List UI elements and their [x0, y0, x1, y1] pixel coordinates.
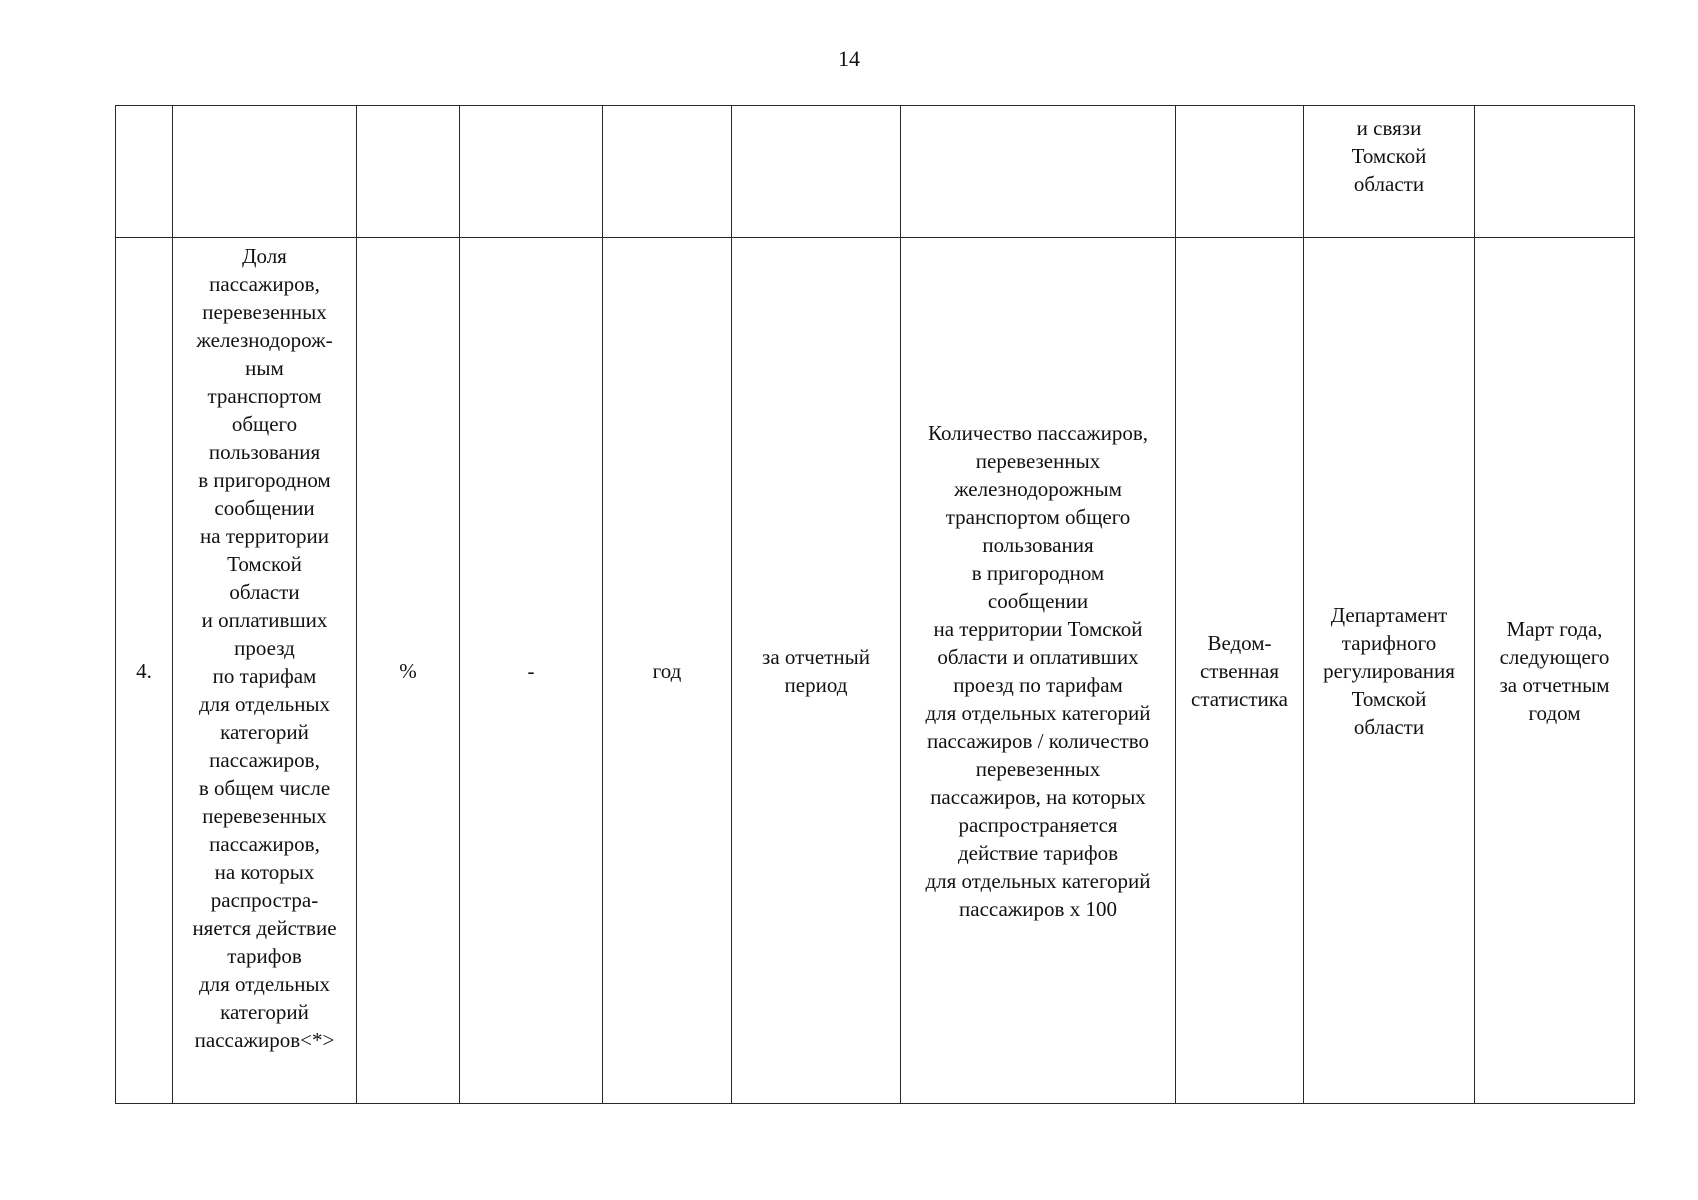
cell-responsible-continuation: и связи Томской области	[1304, 106, 1475, 238]
table-row	[116, 238, 1635, 1104]
cell-source-empty	[1176, 106, 1304, 238]
cell-unit-empty	[357, 106, 460, 238]
cell-periodicity-empty	[603, 106, 732, 238]
cell-indicator-name: Доля пассажиров, перевезенных железнодорож- ным транспортом общего пользования в пригородном сообщении на территории Томской области и оплативших проезд по тарифам для отдельных категорий пассажиров, в общем числе перевезенных пассажиров, на которых распростра- няется действие тарифов для отдельных категорий пассажиров<*>	[173, 238, 357, 1104]
indicator-table	[115, 105, 1635, 1104]
page-number: 14	[838, 46, 860, 71]
cell-periodicity: год	[603, 238, 732, 1104]
cell-base-value-empty	[460, 106, 603, 238]
cell-time-type-empty	[732, 106, 901, 238]
cell-unit: %	[357, 238, 460, 1104]
cell-formula: Количество пассажиров, перевезенных железнодорожным транспортом общего пользования в пригородном сообщении на территории Томской области и оплативших проезд по тарифам для отдельных категорий пассажиров / количество перевезенных пассажиров, на которых распространяется действие тарифов для отдельных категорий пассажиров х 100	[901, 238, 1176, 1104]
table-row-continuation	[116, 106, 1635, 238]
cell-responsible: Департамент тарифного регулирования Томской области	[1304, 238, 1475, 1104]
cell-base-value: -	[460, 238, 603, 1104]
cell-deadline-empty	[1475, 106, 1635, 238]
cell-formula-empty	[901, 106, 1176, 238]
cell-number: 4.	[116, 238, 173, 1104]
cell-source: Ведом- ственная статистика	[1176, 238, 1304, 1104]
cell-deadline: Март года, следующего за отчетным годом	[1475, 238, 1635, 1104]
cell-name-empty	[173, 106, 357, 238]
cell-number-empty	[116, 106, 173, 238]
cell-time-type: за отчетный период	[732, 238, 901, 1104]
